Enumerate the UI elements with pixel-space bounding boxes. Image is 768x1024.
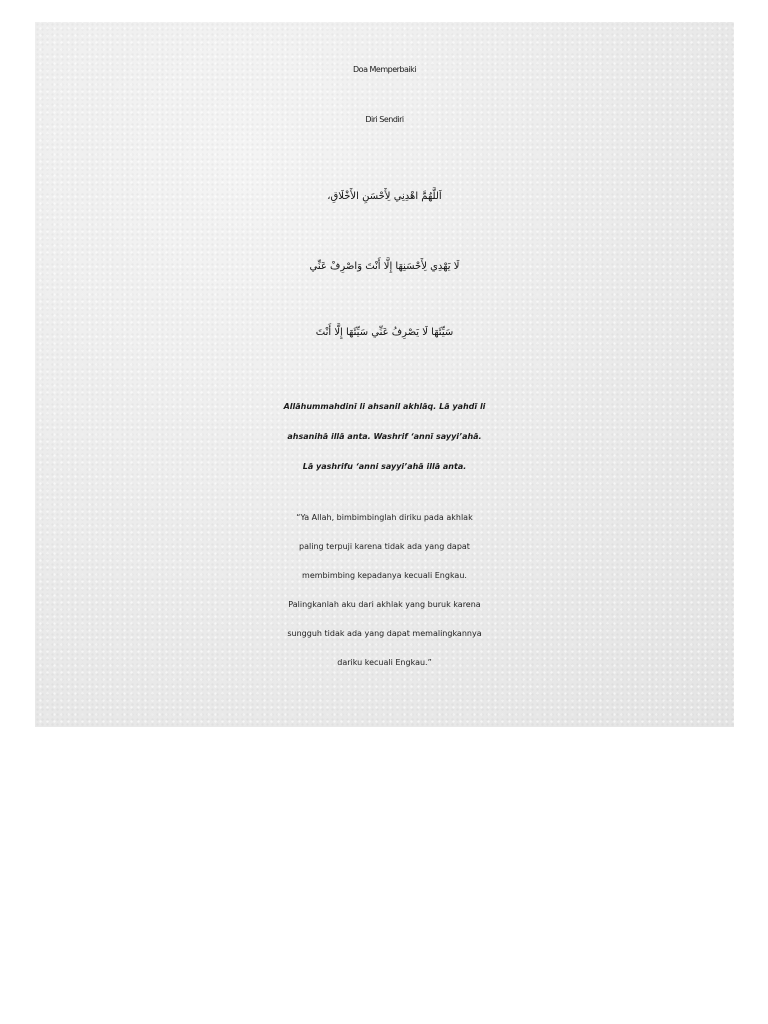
arabic-line-3: سَيِّئَهَا لَا يَصْرِفُ عَنِّي سَيِّئَهَا إِلَّا أَنْتَ [315, 327, 454, 338]
translation-line-1: “Ya Allah, bimbimbinglah diriku pada akhlak [296, 513, 473, 522]
prayer-card [35, 22, 734, 727]
translation-line-6: dariku kecuali Engkau.” [337, 658, 432, 667]
translation-line-3: membimbing kepadanya kecuali Engkau. [302, 571, 467, 580]
translation-line-4: Palingkanlah aku dari akhlak yang buruk karena [288, 600, 481, 609]
transliteration-line-1: Allāhummahdinī li ahsanil akhlāq. Lā yahdī li [283, 402, 486, 411]
arabic-line-2: لَا يَهْدِي لِأَحْسَنِهَا إِلَّا أَنْتَ وَاصْرِفْ عَنِّي [309, 261, 460, 272]
transliteration-line-2: ahsanihā illā anta. Washrif ‘annī sayyi’ahā. [287, 432, 482, 441]
arabic-line-1: اَللَّهُمَّ اهْدِنِي لِأَحْسَنِ الأَخْلَاقِ، [327, 191, 442, 202]
title-line-2: Diri Sendiri [365, 115, 404, 124]
translation-line-2: paling terpuji karena tidak ada yang dapat [299, 542, 470, 551]
title-line-1: Doa Memperbaiki [353, 65, 416, 74]
translation-line-5: sungguh tidak ada yang dapat memalingkannya [287, 629, 482, 638]
transliteration-line-3: Lā yashrifu ‘anni sayyi’ahā illā anta. [302, 462, 467, 471]
